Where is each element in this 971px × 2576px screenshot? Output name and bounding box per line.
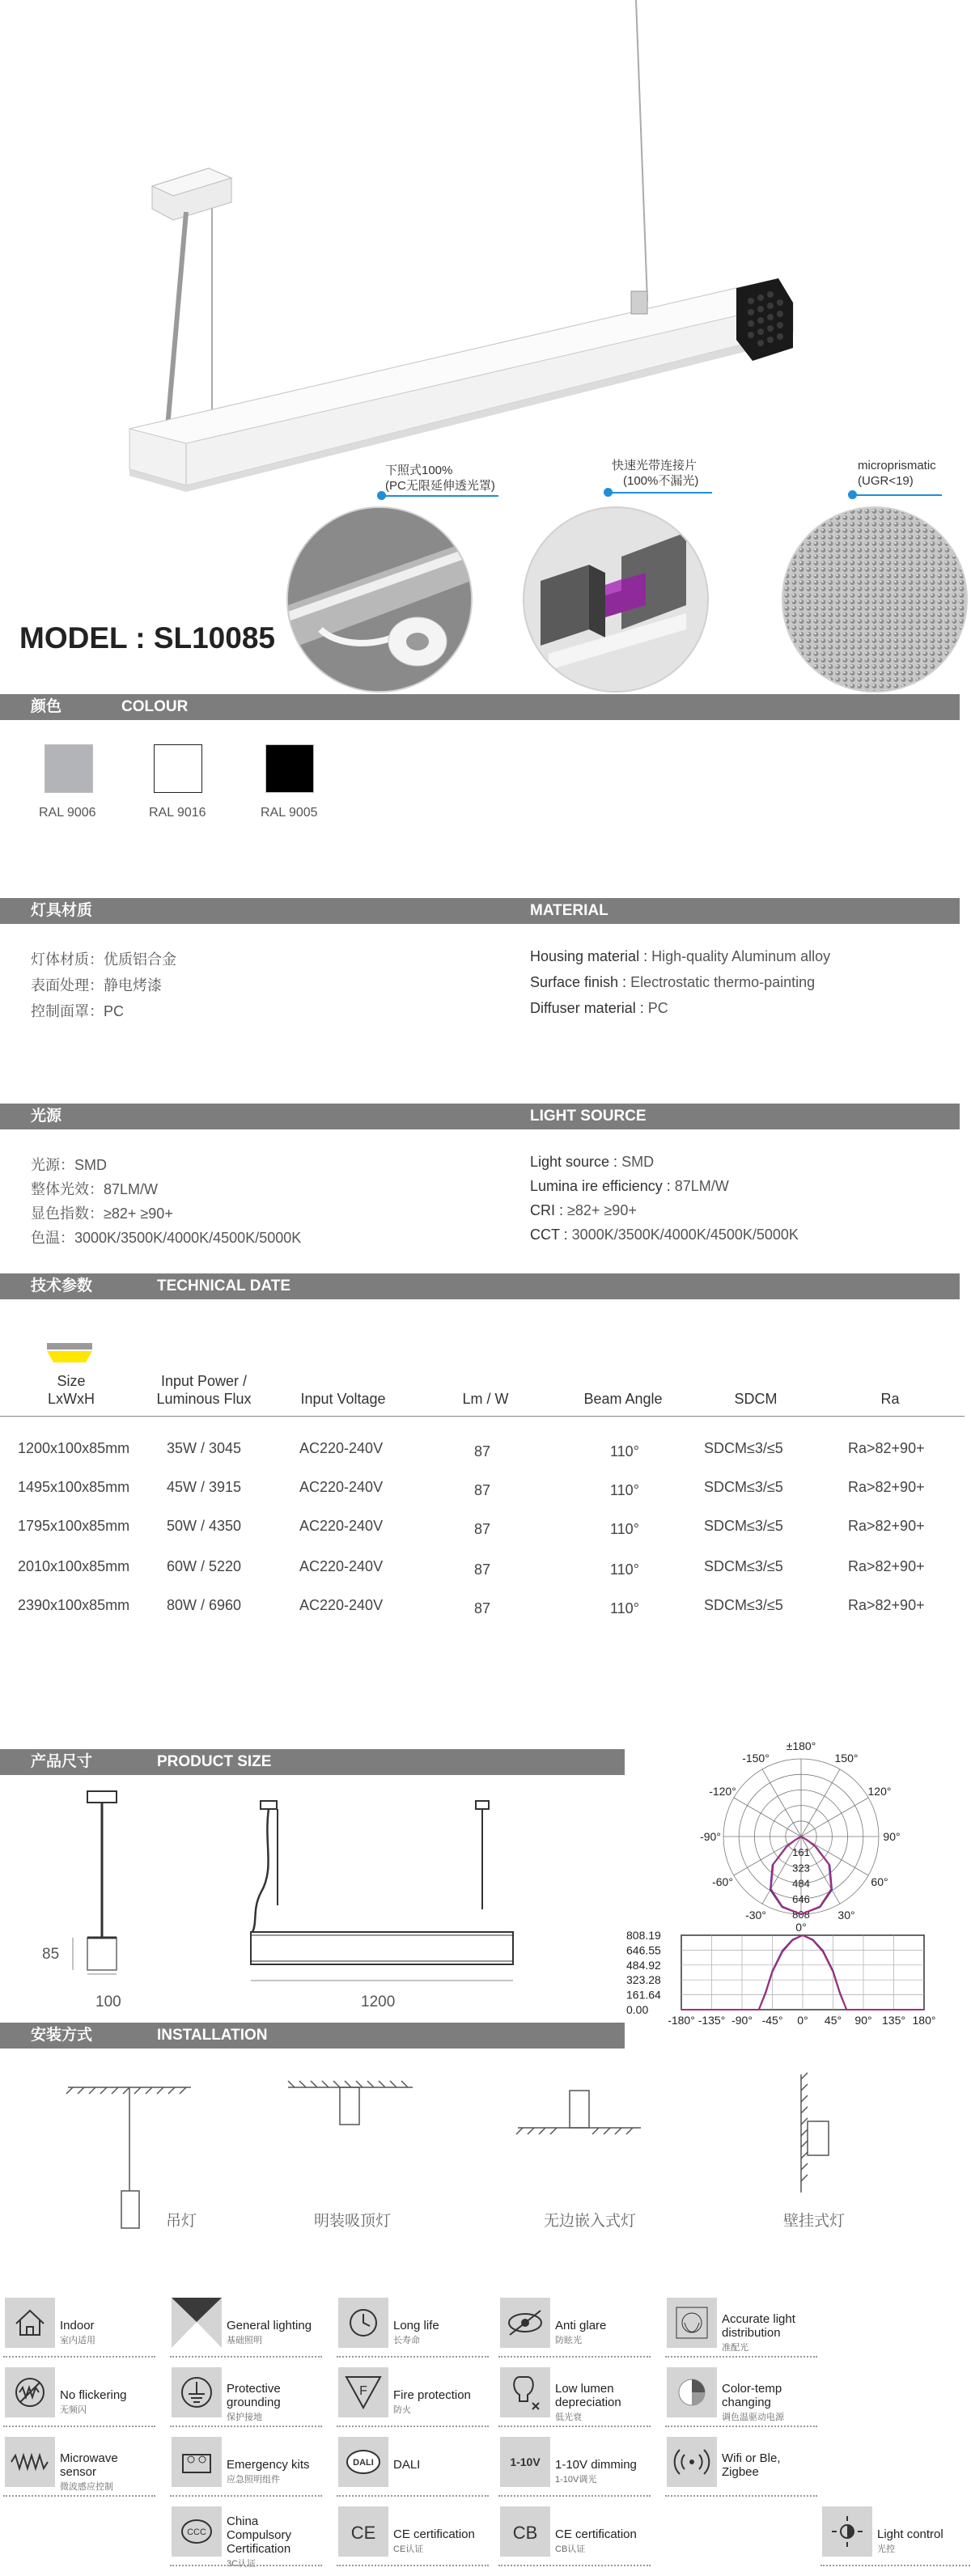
wifi-icon: [667, 2437, 717, 2487]
feature-divider: [498, 2356, 651, 2358]
feature-divider: [3, 2426, 155, 2427]
feature-label: DALI: [393, 2458, 421, 2472]
feature-sublabel: 准配光: [722, 2343, 748, 2353]
feature-label: depreciation: [555, 2396, 621, 2409]
feature-label: Certification: [227, 2542, 291, 2556]
table-cell: Ra>82+90+: [848, 1440, 925, 1456]
polar-angle-label: 60°: [871, 1875, 888, 1888]
x-tick-label: -45°: [761, 2014, 783, 2027]
light-source-en-line: Light source : SMD: [530, 1154, 655, 1170]
table-cell: SDCM≤3/≤5: [704, 1440, 783, 1456]
table-cell: 2390x100x85mm: [18, 1597, 130, 1613]
feature-item: [0, 2435, 162, 2498]
callout-line: [856, 494, 942, 496]
feature-label: Accurate light: [722, 2312, 795, 2326]
product-render: [0, 0, 971, 494]
feature-label: grounding: [227, 2396, 281, 2409]
table-cell: 87: [474, 1561, 491, 1578]
feature-divider: [337, 2426, 489, 2427]
feature-label: Emergency kits: [227, 2458, 310, 2472]
dimension-height: 85: [42, 1946, 60, 1963]
callout-connector: 快速光带连接片 (100%不漏光): [612, 459, 699, 488]
table-cell: 110°: [610, 1561, 639, 1578]
polar-angle-label: 30°: [837, 1908, 855, 1921]
feature-label: Protective: [227, 2382, 281, 2396]
table-cell: 35W / 3045: [167, 1440, 242, 1456]
feature-label: sensor: [60, 2465, 97, 2479]
polar-angle-label: -90°: [700, 1830, 721, 1843]
polar-grid-spoke: [762, 1769, 801, 1837]
polar-radial-label: 484: [792, 1877, 810, 1890]
table-cell: 110°: [610, 1482, 639, 1498]
table-cell: 50W / 4350: [167, 1518, 242, 1534]
feature-item: [167, 2505, 329, 2568]
feature-sublabel: 基础照明: [227, 2336, 262, 2345]
light-source-en-line: CRI : ≥82+ ≥90+: [530, 1202, 637, 1218]
feature-divider: [498, 2426, 651, 2427]
material-en-line: Surface finish : Electrostatic thermo-painting: [530, 974, 816, 990]
feature-divider: [337, 2565, 489, 2566]
feature-divider: [665, 2495, 817, 2497]
dimming-icon: [500, 2437, 550, 2487]
feature-label: changing: [722, 2396, 771, 2409]
swatch-label: RAL 9005: [261, 806, 318, 820]
general-lighting-icon: [172, 2298, 222, 2348]
grounding-icon: [172, 2367, 222, 2417]
polar-grid-spoke: [801, 1769, 840, 1837]
table-header-cell: Input Power / Luminous Flux: [156, 1373, 252, 1407]
x-tick-label: -135°: [698, 2014, 726, 2027]
polar-angle-label: ±180°: [786, 1739, 816, 1752]
feature-item: [167, 2366, 329, 2429]
light-source-zh-line: 色温：3000K/3500K/4000K/4500K/5000K: [31, 1230, 302, 1246]
table-cell: SDCM≤3/≤5: [704, 1479, 783, 1495]
feature-label: CE certification: [393, 2527, 475, 2541]
material-zh-line: 灯体材质：优质铝合金: [31, 951, 176, 968]
feature-label: Low lumen: [555, 2382, 614, 2396]
polar-angle-label: 90°: [883, 1830, 901, 1843]
table-cell: 87: [474, 1443, 491, 1460]
table-cell: 80W / 6960: [167, 1597, 242, 1613]
feature-item: [333, 2296, 495, 2359]
feature-sublabel: 长寿命: [393, 2336, 420, 2345]
callout-line: [385, 495, 498, 497]
detail-diffuser-image: [286, 506, 473, 693]
x-tick-label: 0°: [797, 2014, 808, 2027]
light-source-en-line: CCT : 3000K/3500K/4000K/4500K/5000K: [530, 1227, 799, 1243]
y-tick-label: 0.00: [626, 2003, 649, 2016]
table-cell: 110°: [610, 1443, 639, 1460]
feature-label: 1-10V dimming: [555, 2458, 637, 2472]
polar-radial-label: 323: [792, 1862, 810, 1875]
table-cell: SDCM≤3/≤5: [704, 1558, 783, 1574]
feature-sublabel: CE认证: [393, 2544, 424, 2554]
callout-line: [612, 492, 712, 494]
feature-sublabel: 防眩光: [555, 2336, 582, 2345]
feature-sublabel: CB认证: [555, 2544, 586, 2554]
material-zh-line: 表面处理：静电烤漆: [31, 977, 162, 994]
ccc-icon: [172, 2506, 222, 2557]
feature-item: [495, 2505, 657, 2568]
feature-label: Fire protection: [393, 2388, 471, 2402]
feature-item: [495, 2366, 657, 2429]
feature-sublabel: 保护接地: [227, 2413, 262, 2422]
feature-divider: [170, 2426, 322, 2427]
emergency-kit-icon: [172, 2437, 222, 2487]
feature-label: distribution: [722, 2326, 781, 2340]
polar-angle-label: -60°: [712, 1875, 733, 1888]
feature-divider: [498, 2495, 651, 2497]
table-cell: AC220-240V: [299, 1518, 384, 1534]
x-tick-label: -90°: [731, 2014, 753, 2027]
table-cell: AC220-240V: [299, 1440, 384, 1456]
section-header-installation: 安装方式 INSTALLATION: [0, 2023, 625, 2049]
feature-item: [0, 2296, 162, 2359]
install-surface-label: 明装吸顶灯: [314, 2213, 392, 2230]
polar-angle-label: -150°: [742, 1752, 770, 1765]
feature-divider: [820, 2565, 971, 2566]
feature-item: [495, 2435, 657, 2498]
feature-item: [662, 2435, 824, 2498]
feature-label: Microwave: [60, 2451, 118, 2465]
lumen-depreciation-icon: [500, 2367, 550, 2417]
y-tick-label: 646.55: [626, 1943, 661, 1957]
light-source-zh-line: 光源：SMD: [31, 1157, 107, 1173]
y-tick-label: 808.19: [626, 1929, 661, 1942]
feature-sublabel: 1-10V调光: [555, 2475, 597, 2485]
x-tick-label: 45°: [824, 2014, 842, 2027]
lamp-size-icon: [42, 1343, 99, 1364]
svg-text:CB: CB: [512, 2523, 538, 2543]
install-recessed-label: 无边嵌入式灯: [544, 2213, 637, 2230]
install-wall-label: 壁挂式灯: [783, 2213, 846, 2230]
feature-sublabel: 调色温驱动电源: [722, 2413, 784, 2422]
polar-angle-label: 120°: [867, 1785, 892, 1798]
table-header-cell: Lm / W: [462, 1391, 509, 1407]
light-source-en-line: Lumina ire efficiency : 87LM/W: [530, 1178, 729, 1194]
polar-grid-spoke: [734, 1798, 801, 1837]
detail-connector-image: [523, 506, 709, 693]
x-tick-label: -180°: [668, 2014, 695, 2027]
feature-label: Anti glare: [555, 2319, 607, 2332]
long-life-icon: [338, 2298, 388, 2348]
house-icon: [5, 2298, 55, 2348]
feature-divider: [337, 2356, 489, 2358]
feature-label: Long life: [393, 2319, 439, 2332]
feature-sublabel: 3C认证: [227, 2559, 257, 2569]
table-cell: SDCM≤3/≤5: [704, 1518, 783, 1534]
beam-angle-line-chart: [623, 1927, 971, 2040]
polar-grid-spoke: [801, 1798, 868, 1837]
light-distribution-icon: [667, 2298, 717, 2348]
table-cell: AC220-240V: [299, 1558, 384, 1574]
table-cell: 87: [474, 1600, 491, 1616]
feature-divider: [337, 2495, 489, 2497]
table-cell: 87: [474, 1482, 491, 1498]
table-header-cell: Beam Angle: [583, 1391, 663, 1407]
microwave-sensor-icon: [5, 2437, 55, 2487]
fire-protection-icon: [338, 2367, 388, 2417]
feature-label: Light control: [877, 2527, 943, 2541]
table-divider: [0, 1416, 965, 1417]
feature-label: No flickering: [60, 2388, 127, 2402]
svg-text:DALI: DALI: [353, 2458, 374, 2468]
feature-label: China: [227, 2515, 259, 2528]
table-cell: AC220-240V: [299, 1597, 384, 1613]
table-cell: Ra>82+90+: [848, 1597, 925, 1613]
material-en-line: Housing material : High-quality Aluminum alloy: [530, 948, 831, 964]
feature-label: General lighting: [227, 2319, 312, 2332]
callout-microprismatic: microprismatic (UGR<19): [858, 459, 936, 488]
feature-divider: [498, 2565, 651, 2566]
swatch-label: RAL 9006: [39, 806, 96, 820]
feature-divider: [3, 2495, 155, 2497]
feature-sublabel: 无频闪: [60, 2405, 87, 2415]
table-header-cell: Ra: [880, 1391, 900, 1407]
polar-radial-label: 646: [792, 1892, 810, 1905]
feature-label: Wifi or Ble,: [722, 2451, 781, 2465]
feature-item: [662, 2296, 824, 2359]
feature-item: [333, 2505, 495, 2568]
section-header-material: 灯具材质 MATERIAL: [0, 898, 960, 924]
polar-radial-label: 808: [792, 1909, 810, 1921]
polar-distribution-chart: [664, 1739, 971, 1934]
table-cell: Ra>82+90+: [848, 1518, 925, 1534]
table-cell: AC220-240V: [299, 1479, 384, 1495]
feature-item: [495, 2296, 657, 2359]
feature-sublabel: 低光衰: [555, 2413, 582, 2422]
feature-label: Compulsory: [227, 2528, 292, 2542]
feature-item: [333, 2435, 495, 2498]
no-flicker-icon: [5, 2367, 55, 2417]
feature-divider: [170, 2495, 322, 2497]
light-source-zh-line: 显色指数：≥82+ ≥90+: [31, 1205, 173, 1222]
svg-text:1-10V: 1-10V: [510, 2455, 541, 2468]
callout-diffuser: 下照式100% (PC无限延伸透光罩): [385, 464, 495, 493]
table-cell: 2010x100x85mm: [18, 1558, 130, 1574]
svg-text:CCC: CCC: [187, 2527, 206, 2537]
table-header-cell: Input Voltage: [300, 1391, 386, 1407]
section-header-light-source: 光源 LIGHT SOURCE: [0, 1104, 960, 1129]
section-header-product-size: 产品尺寸 PRODUCT SIZE: [0, 1749, 625, 1775]
swatch-ral-9016: [154, 744, 202, 793]
table-header-cell: Size LxWxH: [48, 1373, 95, 1407]
feature-item: [662, 2366, 824, 2429]
polar-angle-label: -120°: [709, 1785, 736, 1798]
table-cell: 60W / 5220: [167, 1558, 242, 1574]
dimension-width: 100: [95, 1993, 121, 2010]
light-source-zh-line: 整体光效：87LM/W: [31, 1181, 159, 1197]
section-header-technical: 技术参数 TECHNICAL DATE: [0, 1273, 960, 1299]
polar-radial-label: 161: [792, 1846, 810, 1859]
feature-divider: [665, 2426, 817, 2427]
polar-angle-label: -30°: [745, 1908, 766, 1921]
polar-angle-label: 0°: [795, 1921, 807, 1934]
install-pendant-label: 吊灯: [166, 2213, 197, 2230]
feature-label: Zigbee: [722, 2465, 759, 2479]
feature-item: [333, 2366, 495, 2429]
model-title: MODEL : SL10085: [19, 621, 275, 655]
svg-text:F: F: [359, 2384, 367, 2398]
table-cell: Ra>82+90+: [848, 1479, 925, 1495]
feature-label: CE certification: [555, 2527, 637, 2541]
feature-divider: [665, 2356, 817, 2358]
swatch-ral-9005: [265, 744, 314, 793]
x-tick-label: 90°: [854, 2014, 872, 2027]
y-tick-label: 323.28: [626, 1973, 661, 1987]
table-cell: SDCM≤3/≤5: [704, 1597, 783, 1613]
light-control-icon: [822, 2506, 872, 2557]
svg-text:CE: CE: [350, 2523, 376, 2543]
table-cell: Ra>82+90+: [848, 1558, 925, 1574]
feature-divider: [170, 2565, 322, 2566]
anti-glare-eye-icon: [500, 2298, 550, 2348]
polar-angle-label: 150°: [834, 1752, 859, 1765]
table-header-cell: SDCM: [734, 1391, 778, 1407]
swatch-label: RAL 9016: [149, 806, 206, 820]
feature-sublabel: 光控: [877, 2544, 895, 2554]
ce-icon: [338, 2506, 388, 2557]
x-tick-label: 180°: [912, 2014, 936, 2027]
color-temp-icon: [667, 2367, 717, 2417]
feature-label: Color-temp: [722, 2382, 782, 2396]
feature-sublabel: 微波感应控制: [60, 2482, 113, 2492]
feature-label: Indoor: [60, 2319, 95, 2332]
material-zh-line: 控制面罩：PC: [31, 1003, 125, 1019]
feature-sublabel: 应急照明组件: [227, 2475, 280, 2485]
feature-sublabel: 室内适用: [60, 2336, 95, 2345]
feature-divider: [3, 2356, 155, 2358]
cb-icon: [500, 2506, 550, 2557]
table-cell: 1200x100x85mm: [18, 1440, 130, 1456]
table-cell: 110°: [610, 1600, 639, 1616]
detail-microprismatic-image: [782, 506, 968, 693]
product-size-drawing: [0, 1780, 631, 2023]
table-cell: 110°: [610, 1521, 639, 1537]
material-en-line: Diffuser material : PC: [530, 1000, 668, 1016]
dali-icon: [338, 2437, 388, 2487]
feature-item: [0, 2366, 162, 2429]
dimension-length: 1200: [361, 1993, 396, 2010]
table-cell: 45W / 3915: [167, 1479, 242, 1495]
y-tick-label: 161.64: [626, 1988, 661, 2002]
table-cell: 1495x100x85mm: [18, 1479, 130, 1495]
feature-item: [167, 2435, 329, 2498]
x-tick-label: 135°: [882, 2014, 905, 2027]
y-tick-label: 484.92: [626, 1958, 661, 1972]
table-cell: 1795x100x85mm: [18, 1518, 130, 1534]
section-header-colour: 颜色 COLOUR: [0, 694, 960, 720]
table-cell: 87: [474, 1521, 491, 1537]
feature-item: [167, 2296, 329, 2359]
swatch-ral-9006: [45, 744, 93, 793]
feature-sublabel: 防火: [393, 2405, 411, 2415]
feature-item: [817, 2505, 971, 2568]
feature-divider: [170, 2356, 322, 2358]
